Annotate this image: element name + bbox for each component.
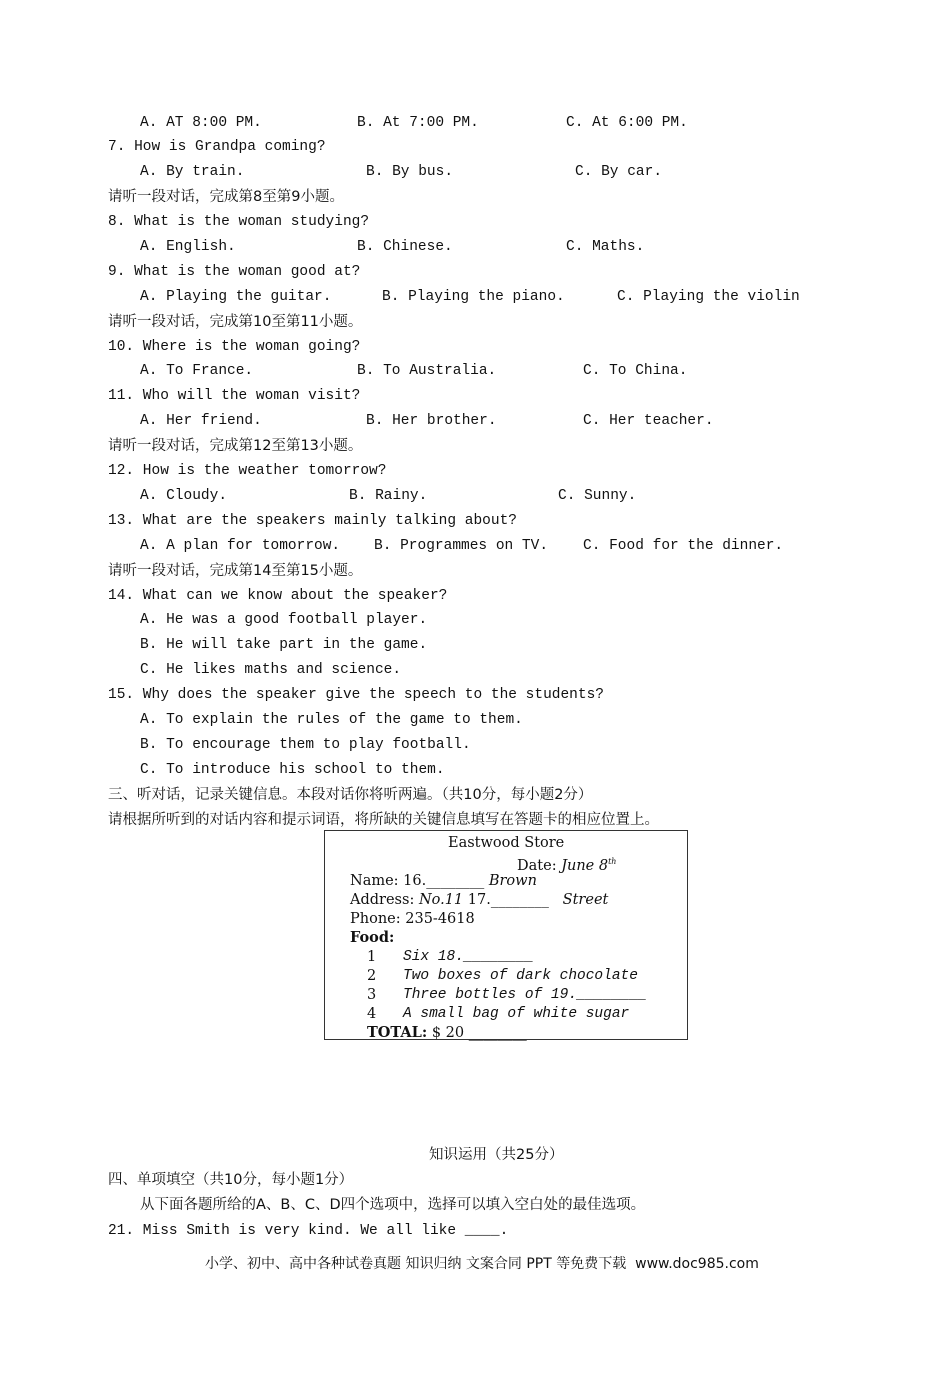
q13-option-b: B. Programmes on TV.: [374, 538, 549, 554]
name-blank: 16.________: [403, 873, 485, 889]
total-value: $ 20 ________: [431, 1025, 527, 1041]
q13-option-c: C. Food for the dinner.: [583, 538, 784, 554]
q21-stem: 21. Miss Smith is very kind. We all like ____.: [108, 1223, 509, 1239]
q12-option-c: C. Sunny.: [558, 488, 637, 504]
footer: 小学、初中、高中各种试卷真题 知识归纳 文案合同 PPT 等免费下载 www.doc985.com: [205, 1256, 759, 1272]
instruction-10-11: 请听一段对话，完成第10至第11小题。: [108, 314, 363, 330]
food-item-text: A small bag of white sugar: [403, 1006, 630, 1022]
date-sup: th: [608, 857, 617, 866]
q15-option-b: B. To encourage them to play football.: [140, 737, 471, 753]
food-item-text: Six 18.________: [403, 949, 534, 965]
food-label: Food:: [350, 929, 395, 946]
food-item-num: 3: [367, 987, 377, 1003]
q7-option-c: C. By car.: [575, 164, 663, 180]
q14-option-a: A. He was a good football player.: [140, 612, 428, 628]
q11-option-a: A. Her friend.: [140, 413, 262, 429]
q6-option-a: A. AT 8:00 PM.: [140, 115, 262, 131]
section-3-instruction: 请根据所听到的对话内容和提示词语，将所缺的关键信息填写在答题卡的相应位置上。: [108, 812, 659, 828]
q14-option-b: B. He will take part in the game.: [140, 637, 428, 653]
address-prefix: No.11: [418, 892, 464, 908]
q14-option-c: C. He likes maths and science.: [140, 662, 402, 678]
q11-option-b: B. Her brother.: [366, 413, 497, 429]
q13-stem: 13. What are the speakers mainly talking about?: [108, 513, 517, 529]
name-row: Name: 16.________ Brown: [350, 873, 537, 889]
total-label: TOTAL:: [367, 1024, 428, 1041]
name-label: Name: [350, 873, 394, 889]
q13-option-a: A. A plan for tomorrow.: [140, 538, 341, 554]
section-4-title: 四、单项填空（共10分，每小题1分）: [108, 1172, 354, 1188]
food-item-num: 2: [367, 968, 377, 984]
section-4-instruction: 从下面各题所给的A、B、C、D四个选项中，选择可以填入空白处的最佳选项。: [140, 1197, 646, 1213]
q10-option-a: A. To France.: [140, 363, 254, 379]
q9-option-c: C. Playing the violin: [617, 289, 800, 305]
address-label: Address: [350, 892, 410, 908]
instruction-12-13: 请听一段对话，完成第12至第13小题。: [108, 438, 363, 454]
q10-option-c: C. To China.: [583, 363, 688, 379]
phone-label: Phone: [350, 911, 396, 927]
food-item-num: 4: [367, 1006, 377, 1022]
food-item-num: 1: [367, 949, 377, 965]
q11-option-c: C. Her teacher.: [583, 413, 714, 429]
date-value: June 8: [561, 857, 609, 874]
food-item-text: Three bottles of 19.________: [403, 987, 647, 1003]
date-label: Date: [517, 857, 552, 874]
food-item-text: Two boxes of dark chocolate: [403, 968, 638, 984]
total-row: [367, 1024, 527, 1042]
q9-option-b: B. Playing the piano.: [382, 289, 565, 305]
q10-stem: 10. Where is the woman going?: [108, 339, 361, 355]
q6-option-b: B. At 7:00 PM.: [357, 115, 479, 131]
q12-option-a: A. Cloudy.: [140, 488, 228, 504]
instruction-8-9: 请听一段对话，完成第8至第9小题。: [108, 189, 344, 205]
q11-stem: 11. Who will the woman visit?: [108, 388, 361, 404]
q15-option-c: C. To introduce his school to them.: [140, 762, 445, 778]
q10-option-b: B. To Australia.: [357, 363, 497, 379]
address-blank: 17.________: [467, 892, 549, 908]
q9-option-a: A. Playing the guitar.: [140, 289, 332, 305]
store-name: Eastwood Store: [448, 835, 565, 851]
q12-stem: 12. How is the weather tomorrow?: [108, 463, 387, 479]
part-title: 知识运用（共25分）: [429, 1147, 564, 1163]
date-row: Date: June 8th: [517, 857, 617, 874]
phone-value: 235-4618: [405, 911, 475, 927]
address-row: Address: No.11 17.________ Street: [350, 892, 609, 908]
order-form-box: [324, 830, 688, 1040]
q7-option-b: B. By bus.: [366, 164, 454, 180]
name-suffix: Brown: [488, 873, 537, 889]
q9-stem: 9. What is the woman good at?: [108, 264, 361, 280]
q14-stem: 14. What can we know about the speaker?: [108, 588, 448, 604]
q8-option-a: A. English.: [140, 239, 236, 255]
q8-option-b: B. Chinese.: [357, 239, 453, 255]
q8-stem: 8. What is the woman studying?: [108, 214, 370, 230]
address-suffix: Street: [562, 892, 609, 908]
q8-option-c: C. Maths.: [566, 239, 645, 255]
section-3-title: 三、听对话，记录关键信息。本段对话你将听两遍。（共10分，每小题2分）: [108, 787, 593, 803]
phone-row: Phone: 235-4618: [350, 911, 475, 927]
q15-option-a: A. To explain the rules of the game to them.: [140, 712, 523, 728]
q7-option-a: A. By train.: [140, 164, 245, 180]
instruction-14-15: 请听一段对话，完成第14至第15小题。: [108, 563, 363, 579]
q15-stem: 15. Why does the speaker give the speech to the students?: [108, 687, 604, 703]
q6-option-c: C. At 6:00 PM.: [566, 115, 688, 131]
q12-option-b: B. Rainy.: [349, 488, 428, 504]
q7-stem: 7. How is Grandpa coming?: [108, 139, 326, 155]
